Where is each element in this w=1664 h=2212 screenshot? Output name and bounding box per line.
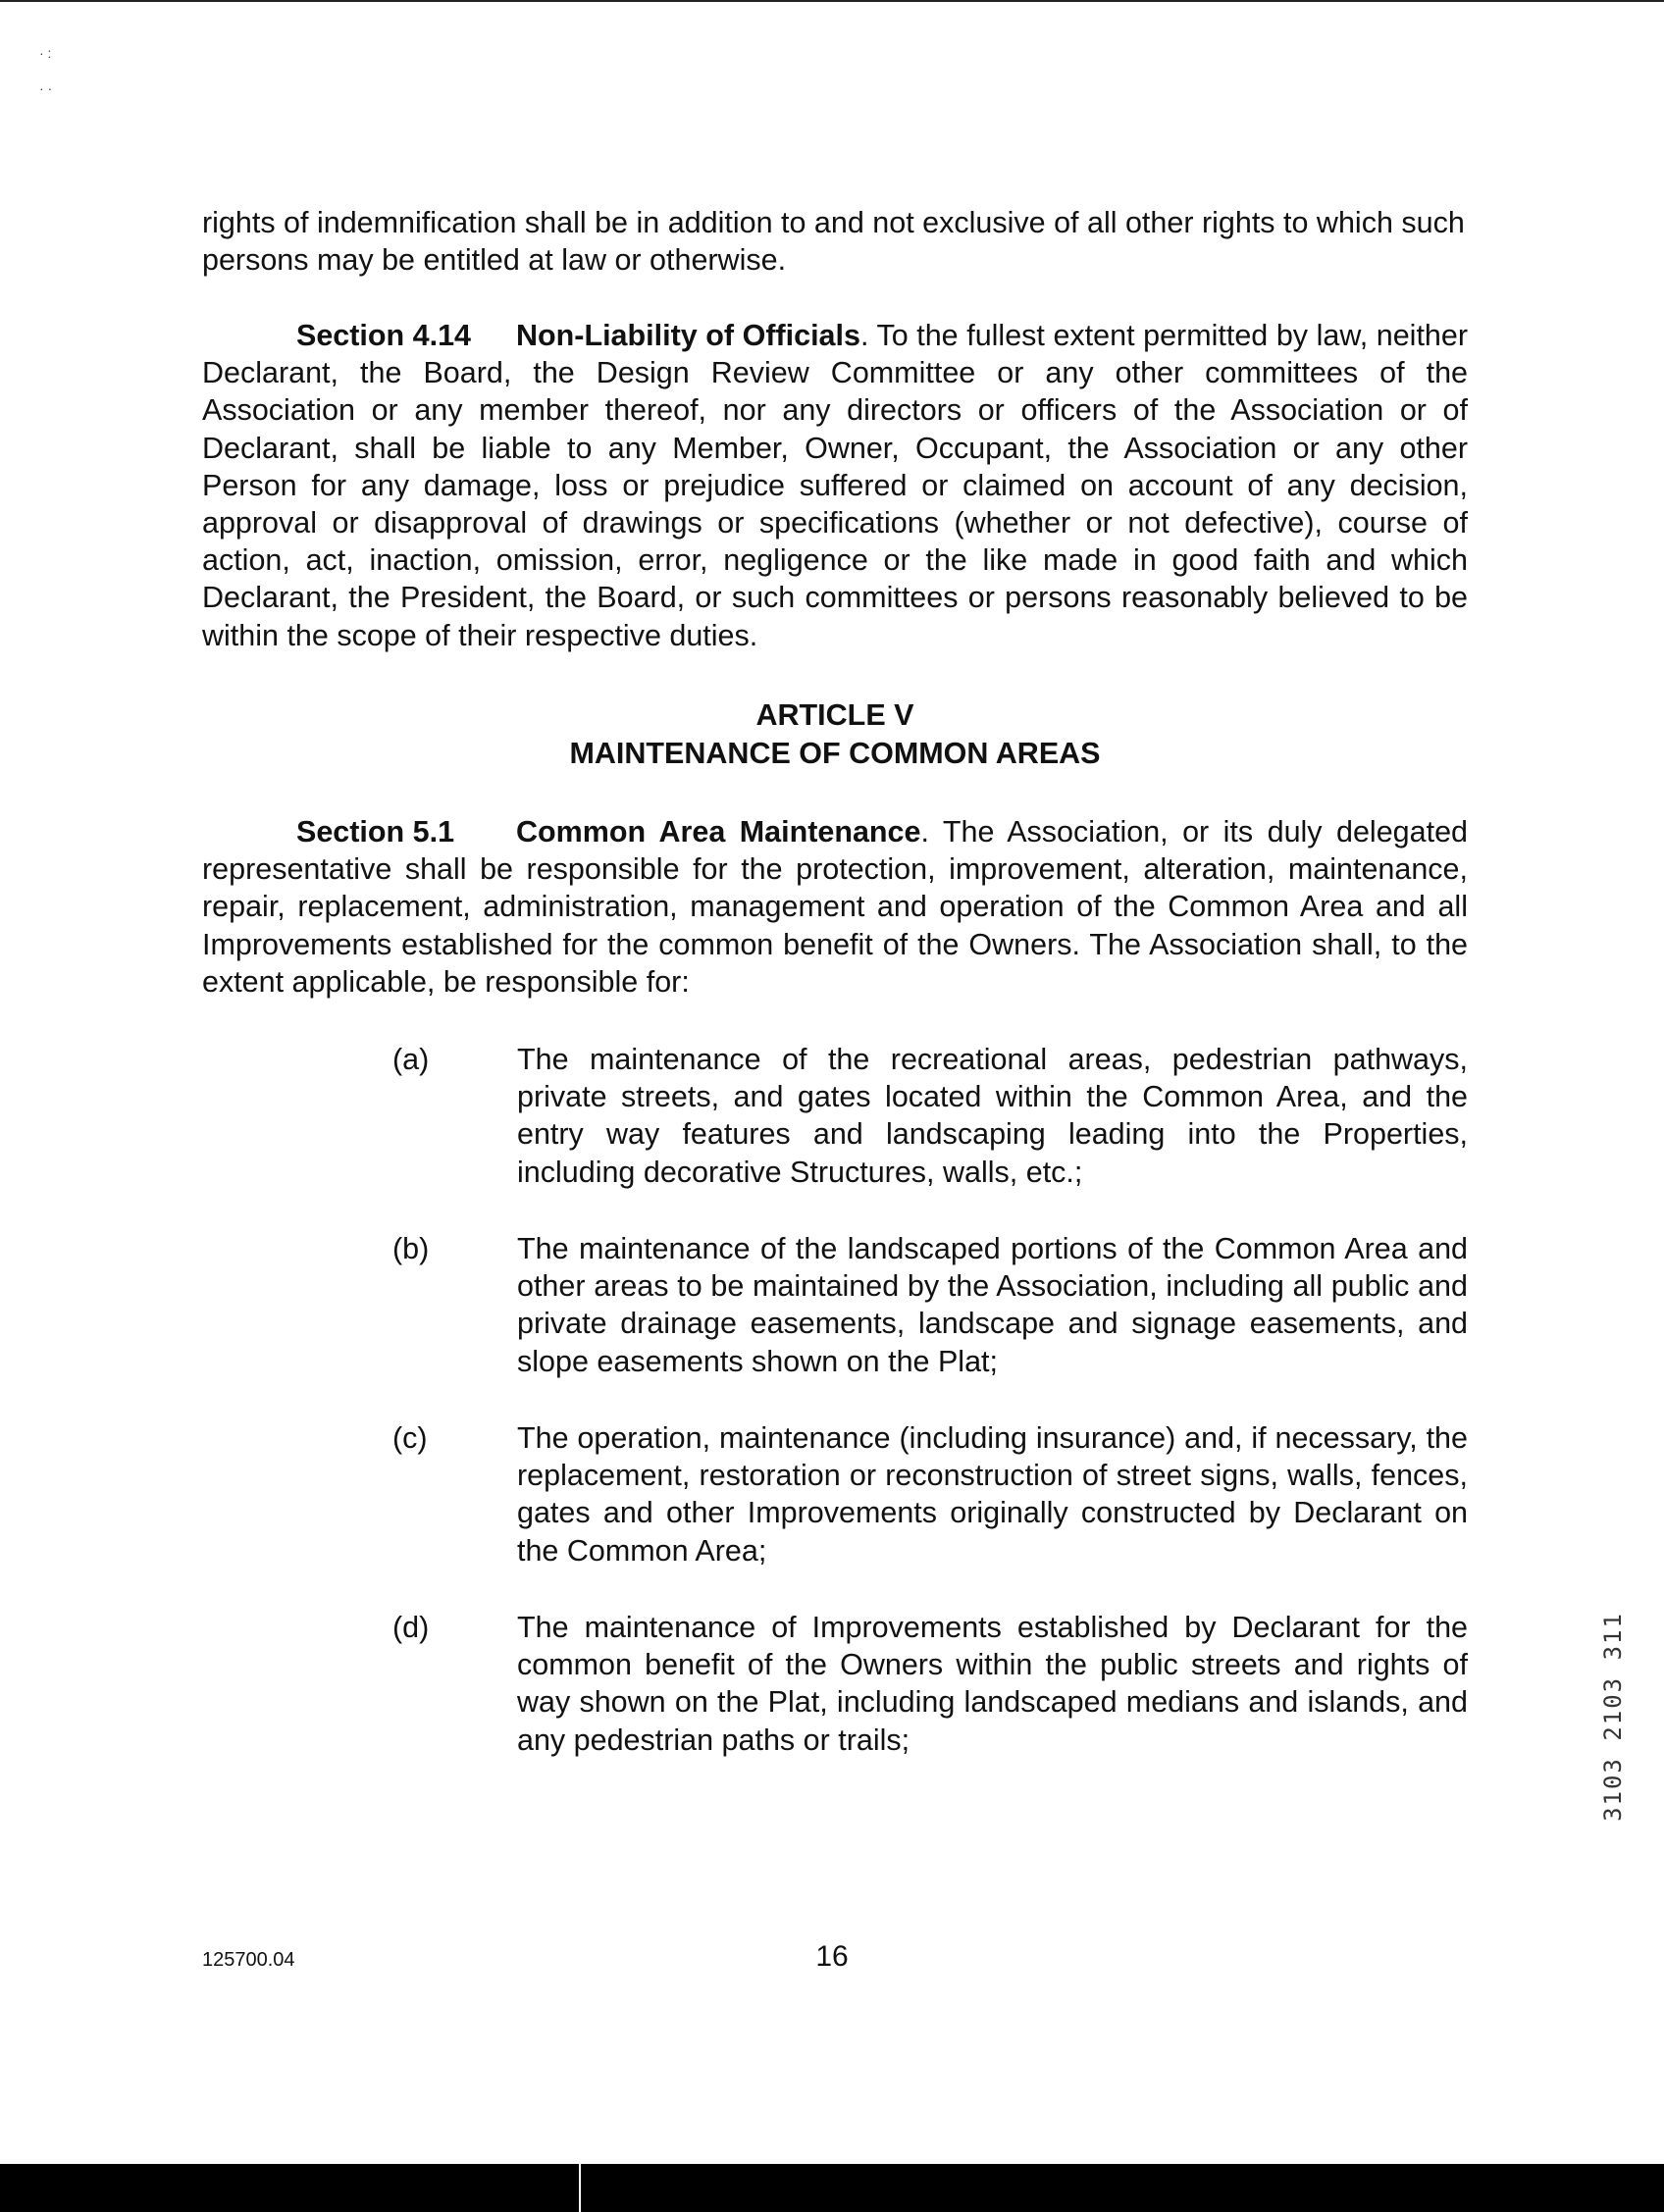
bottom-band-gap <box>579 2164 581 2212</box>
article-title: MAINTENANCE OF COMMON AREAS <box>569 736 1101 770</box>
list-item-text: The maintenance of the recreational areas, pedestrian pathways, private streets, and gates located within the Common Area, and the entry way features and landscaping leading into the Properties, including decorative Structures, walls, etc.; <box>517 1043 1468 1189</box>
list-item-text: The maintenance of the landscaped portions of the Common Area and other areas to be maintained by the Association, including all public and private drainage easements, landscape and signage easements, and slope easements shown on the Plat; <box>517 1232 1468 1378</box>
section-4-14-paragraph <box>202 317 1468 654</box>
page-number: 16 <box>815 1940 849 1973</box>
list-item <box>392 1609 1468 1759</box>
section-4-14-number: Section 4.14 <box>296 319 471 352</box>
list-item-text: The operation, maintenance (including insurance) and, if necessary, the replacement, restoration or reconstruction of street signs, walls, fences, gates and other Improvements originally constructed by Declarant on the Common Area; <box>517 1421 1468 1568</box>
list-item <box>392 1419 1468 1569</box>
intro-paragraph <box>202 204 1468 279</box>
list-item-label: (a) <box>392 1043 430 1076</box>
article-heading: ARTICLE V <box>755 698 914 732</box>
document-id: 125700.04 <box>202 1949 295 1971</box>
scan-specks: · : · · <box>39 45 53 96</box>
section-5-1-number: Section 5.1 <box>296 815 455 849</box>
section-4-14-title: Non-Liability of Officials <box>516 319 860 352</box>
section-5-1-paragraph <box>202 813 1468 1001</box>
list-item-text: The maintenance of Improvements established by Declarant for the common benefit of the Owners within the public streets and rights of way shown on the Plat, including landscaped medians and islands, and any pedestrian paths or trails; <box>517 1611 1468 1757</box>
section-4-14-body: . To the fullest extent permitted by law, neither Declarant, the Board, the Design Review Committee or any other committees of the Association or any member thereof, nor any directors or officers of the Association or of Declarant, shall be liable to any Member, Owner, Occupant, the Association or any other Person for any damage, loss or prejudice suffered or claimed on account of any decision, approval or disapproval of drawings or specifications (whether or not defective), course of action, act, inaction, omission, error, negligence or the like made in good faith and which Declarant, the President, the Board, or such committees or persons reasonably believed to be within the scope of their respective duties. <box>202 319 1468 652</box>
section-5-1-body: . The Association, or its duly delegated representative shall be responsible for the protection, improvement, alteration, maintenance, repair, replacement, administration, management and operation of the Common Area and all Improvements established for the common benefit of the Owners. The Association shall, to the extent applicable, be responsible for: <box>202 815 1468 999</box>
list-item-label: (b) <box>392 1232 430 1265</box>
article-heading-block <box>202 696 1468 772</box>
bottom-scan-band <box>0 2164 1664 2212</box>
list-item <box>392 1230 1468 1380</box>
list-item-label: (d) <box>392 1611 430 1644</box>
side-recording-stamp <box>1593 1550 1633 1883</box>
section-5-1-title: Common Area Maintenance <box>516 815 921 849</box>
intro-paragraph-text: rights of indemnification shall be in addition to and not exclusive of all other rights to which such persons may be entitled at law or otherwise. <box>202 206 1465 278</box>
side-stamp-text: 3103 2103 311 <box>1599 1612 1627 1822</box>
list-item-label: (c) <box>392 1421 428 1455</box>
top-border-rule <box>0 0 1664 2</box>
list-item <box>392 1041 1468 1191</box>
